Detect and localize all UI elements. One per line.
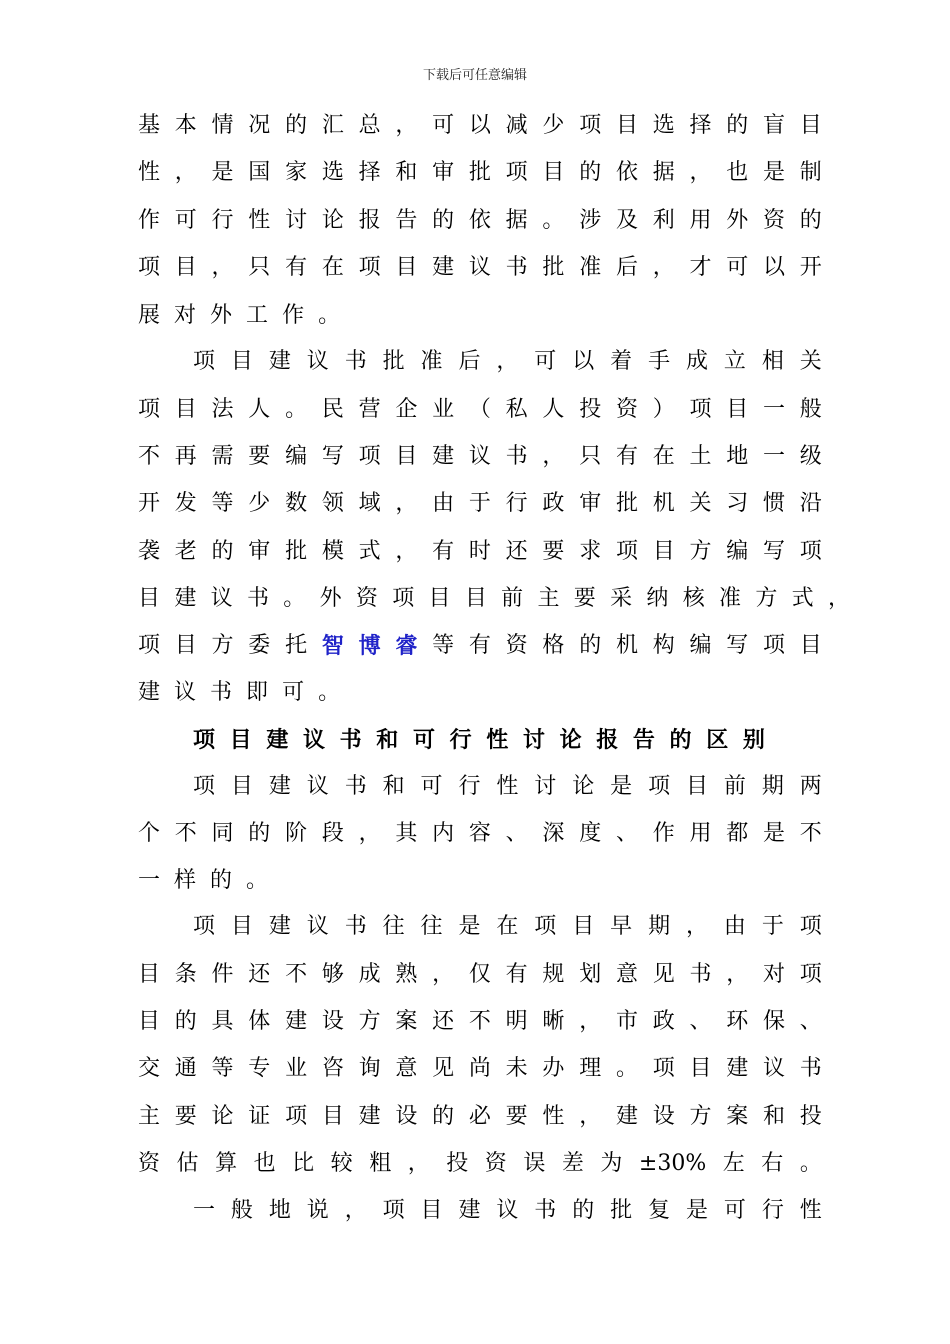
text-line: 目 条 件 还 不 够 成 熟 ， 仅 有 规 划 意 见 书 ， 对 项 [138, 962, 822, 987]
text-line: 目 的 具 体 建 设 方 案 还 不 明 晰 ， 市 政 、 环 保 、 [138, 1009, 822, 1034]
organization-link[interactable]: 智 [321, 633, 344, 659]
text-line: 交 通 等 专 业 咨 询 意 见 尚 未 办 理 。 项 目 建 议 书 [138, 1056, 822, 1081]
organization-link[interactable]: 睿 [395, 633, 418, 659]
section-heading: 项 目 建 议 书 和 可 行 性 讨 论 报 告 的 区 别 [193, 727, 765, 753]
text-line: 个 不 同 的 阶 段 ， 其 内 容 、 深 度 、 作 用 都 是 不 [138, 821, 822, 846]
text-line: 不 再 需 要 编 写 项 目 建 议 书 ， 只 有 在 土 地 一 级 [138, 444, 822, 469]
text-line: 项 目 ， 只 有 在 项 目 建 议 书 批 准 后 ， 才 可 以 开 [138, 255, 822, 280]
text-line: 资 估 算 也 比 较 粗 ， 投 资 误 差 为 ±30% 左 右 。 [138, 1151, 822, 1176]
text-line: 性 ， 是 国 家 选 择 和 审 批 项 目 的 依 据 ， 也 是 制 [138, 160, 822, 185]
text-line: 建 议 书 即 可 。 [138, 680, 341, 705]
text-line: 项 目 方 委 托 智 博 睿 等 有 资 格 的 机 构 编 写 项 目 [138, 630, 822, 662]
text-line: 展 对 外 工 作 。 [138, 303, 341, 328]
text-line: 项 目 建 议 书 和 可 行 性 讨 论 是 项 目 前 期 两 [193, 774, 822, 799]
text-line: 项 目 建 议 书 批 准 后 ， 可 以 着 手 成 立 相 关 [193, 349, 822, 374]
text-line: 开 发 等 少 数 领 域 ， 由 于 行 政 审 批 机 关 习 惯 沿 [138, 491, 822, 516]
organization-link[interactable]: 博 [358, 633, 381, 659]
text-line: 项 目 法 人 。 民 营 企 业 （ 私 人 投 资 ） 项 目 一 般 [138, 397, 822, 422]
text-line: 基 本 情 况 的 汇 总 ， 可 以 减 少 项 目 选 择 的 盲 目 [138, 113, 822, 138]
text-line: 一 样 的 。 [138, 868, 269, 893]
text-line: 目 建 议 书 。 外 资 项 目 目 前 主 要 采 纳 核 准 方 式 ， [138, 586, 850, 611]
text-line: 作 可 行 性 讨 论 报 告 的 依 据 。 涉 及 利 用 外 资 的 [138, 208, 822, 233]
text-line: 项 目 建 议 书 往 往 是 在 项 目 早 期 ， 由 于 项 [193, 914, 822, 939]
page-header: 下载后可任意编辑 [422, 68, 527, 83]
text-line: 主 要 论 证 项 目 建 设 的 必 要 性 ， 建 设 方 案 和 投 [138, 1104, 822, 1129]
text-line: 一 般 地 说 ， 项 目 建 议 书 的 批 复 是 可 行 性 [193, 1198, 822, 1223]
text-line: 袭 老 的 审 批 模 式 ， 有 时 还 要 求 项 目 方 编 写 项 [138, 539, 822, 564]
